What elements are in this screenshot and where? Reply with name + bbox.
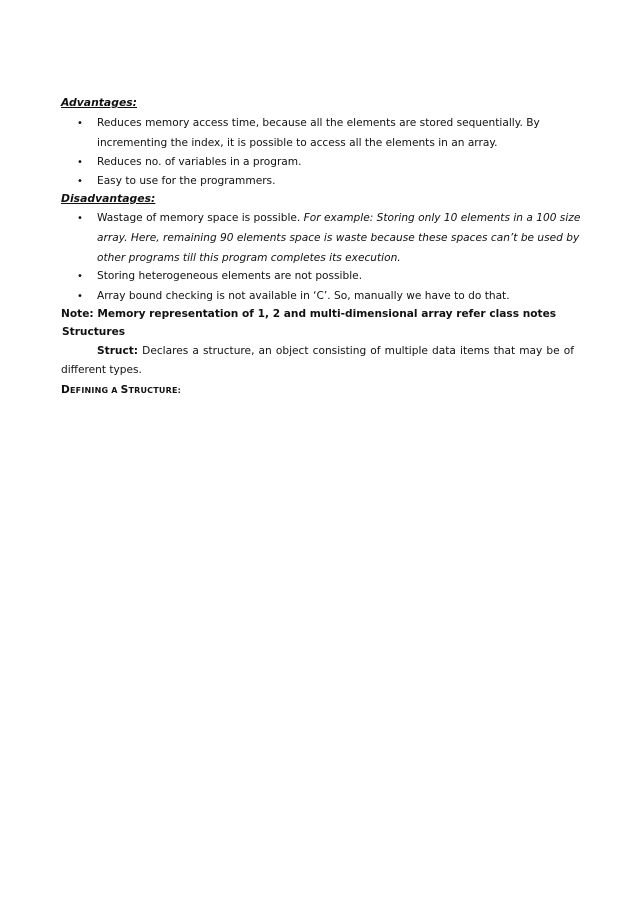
disadvantages-heading: Disadvantages: bbox=[61, 192, 156, 205]
disadvantage-item-3: Array bound checking is not available in ‘C’. So, manually we have to do that. bbox=[97, 290, 510, 302]
struct-description: Declares a structure, an object consisting of multiple data items that may be of bbox=[138, 345, 574, 357]
advantage-item-1-line-1: Reduces memory access time, because all the elements are stored sequentially. By bbox=[97, 117, 540, 129]
struct-label: Struct: bbox=[97, 345, 139, 357]
bullet-icon: • bbox=[77, 176, 83, 187]
defining-cap-d: D bbox=[61, 384, 70, 396]
struct-definition-line-1 bbox=[97, 345, 574, 358]
struct-definition-line-2: different types. bbox=[61, 364, 142, 376]
disadvantage-item-1-plain: Wastage of memory space is possible. bbox=[97, 212, 304, 224]
disadvantage-item-2: Storing heterogeneous elements are not possible. bbox=[97, 270, 363, 282]
defining-cap-s: S bbox=[120, 384, 129, 396]
note-line: Note: Memory representation of 1, 2 and multi-dimensional array refer class notes bbox=[61, 308, 557, 320]
advantage-item-2: Reduces no. of variables in a program. bbox=[97, 156, 302, 168]
bullet-icon: • bbox=[77, 118, 83, 129]
defining-rest-1: EFINING A bbox=[70, 386, 121, 395]
defining-structure-heading bbox=[61, 384, 181, 397]
bullet-icon: • bbox=[77, 157, 83, 168]
disadvantage-item-1-line-3: other programs till this program completes its execution. bbox=[97, 252, 401, 264]
advantages-heading: Advantages: bbox=[61, 96, 138, 109]
disadvantage-item-1-line-1 bbox=[97, 212, 581, 225]
disadvantage-item-1-example: For example: Storing only 10 elements in a 100 size bbox=[303, 212, 581, 224]
bullet-icon: • bbox=[77, 271, 83, 282]
structures-heading: Structures bbox=[62, 326, 126, 338]
bullet-icon: • bbox=[77, 291, 83, 302]
advantage-item-1-line-2: incrementing the index, it is possible to access all the elements in an array. bbox=[97, 137, 498, 149]
bullet-icon: • bbox=[77, 213, 83, 224]
disadvantage-item-1-line-2: array. Here, remaining 90 elements space is waste because these spaces can’t be used by bbox=[97, 232, 580, 244]
defining-rest-2: TRUCTURE: bbox=[128, 386, 182, 395]
advantage-item-3: Easy to use for the programmers. bbox=[97, 175, 276, 187]
